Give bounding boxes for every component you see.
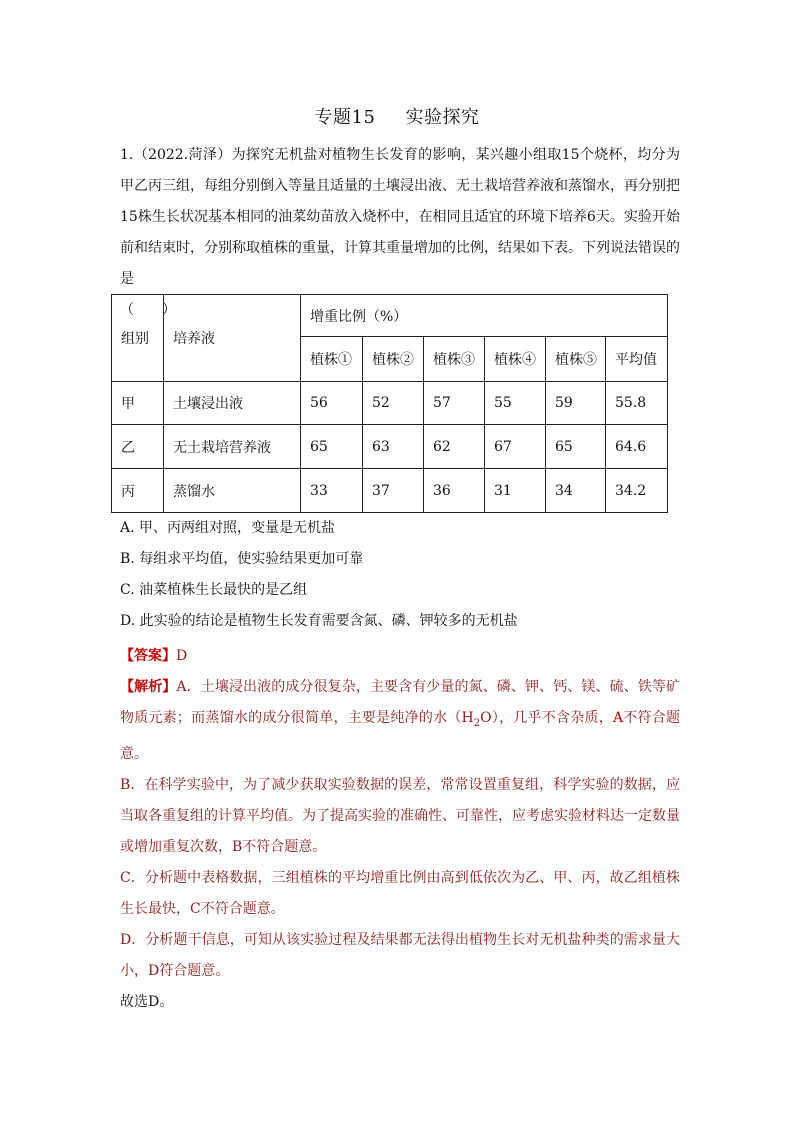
subscript-2: 2 (473, 717, 481, 729)
table-cell: 34 (546, 469, 606, 513)
header-average: 平均值 (606, 337, 668, 382)
answer-value: D (176, 648, 188, 664)
table-cell: 37 (363, 469, 424, 513)
question-source: （2022.菏泽） (133, 147, 232, 163)
analysis-a-letter: A (612, 710, 624, 726)
answer-section (120, 641, 680, 1018)
option-a: A. 甲、丙两组对照，变量是无机盐 (120, 520, 336, 536)
table-cell: 56 (301, 382, 363, 425)
option-d: D. 此实验的结论是植物生长发育需要含氮、磷、钾较多的无机盐 (120, 613, 518, 629)
answer-label: 【答案】 (120, 648, 176, 664)
analysis-a (120, 672, 680, 770)
topic-name: 实验探究 (405, 107, 480, 128)
table-cell: 34.2 (606, 469, 668, 513)
table-cell: 67 (485, 425, 546, 469)
table-cell: 65 (301, 425, 363, 469)
page-title (0, 103, 794, 129)
table-cell: 55.8 (606, 382, 668, 425)
table-row (112, 469, 668, 513)
answer-blank: （ ） (120, 302, 176, 318)
question-number: 1. (120, 147, 134, 163)
header-plant-4: 植株④ (485, 337, 546, 382)
row-solution: 土壤浸出液 (164, 382, 301, 425)
row-group: 乙 (112, 425, 164, 469)
question-text: 为探究无机盐对植物生长发育的影响，某兴趣小组取15个烧杯，均分为甲乙丙三组，每组分别倒入等量且适量的土壤浸出液、无土栽培营养液和蒸馏水，再分别把15株生长状况基本相同的油菜幼苗放入烧杯中，在相同且适宜的环境下培养6天。实验开始前和结束时，分别称取植株的重量，计算其重量增加的比例，结果如下表。下列说法错误的是 (120, 147, 680, 287)
table-row (112, 425, 668, 469)
analysis-conclusion: 故选D。 (120, 993, 174, 1010)
analysis-b: B．在科学实验中，为了减少获取实验数据的误差，常常设置重复组，科学实验的数据，应当取各重复组的计算平均值。为了提高实验的准确性、可靠性，应考虑实验材料达一定数量或增加重复次数，B不符合题意。 (120, 776, 680, 855)
header-weight-ratio: 增重比例（%） (301, 295, 668, 337)
row-group: 丙 (112, 469, 164, 513)
row-solution: 无土栽培营养液 (164, 425, 301, 469)
analysis-label: 【解析】 (120, 679, 177, 695)
header-plant-1: 植株① (301, 337, 363, 382)
answer-line (120, 641, 680, 672)
header-group: 组别 (112, 295, 164, 382)
results-table (111, 294, 668, 513)
analysis-a-text-2: O），几乎不含杂质， (480, 710, 613, 726)
header-solution: 培养液 (164, 295, 301, 382)
table-row (112, 382, 668, 425)
table-cell: 62 (424, 425, 485, 469)
option-c: C. 油菜植株生长最快的是乙组 (120, 582, 308, 598)
header-plant-5: 植株⑤ (546, 337, 606, 382)
options-list (120, 513, 680, 637)
topic-number: 专题15 (314, 107, 376, 128)
table-cell: 64.6 (606, 425, 668, 469)
table-cell: 31 (485, 469, 546, 513)
header-plant-3: 植株③ (424, 337, 485, 382)
analysis-d: D．分析题干信息，可知从该实验过程及结果都无法得出植物生长对无机盐种类的需求量大小，D符合题意。 (120, 931, 680, 979)
table-cell: 59 (546, 382, 606, 425)
row-group: 甲 (112, 382, 164, 425)
table-cell: 55 (485, 382, 546, 425)
header-plant-2: 植株② (363, 337, 424, 382)
table-cell: 52 (363, 382, 424, 425)
option-b: B. 每组求平均值，使实验结果更加可靠 (120, 551, 364, 567)
analysis-c: C．分析题中表格数据，三组植株的平均增重比例由高到低依次为乙、甲、丙，故乙组植株生长最快，C不符合题意。 (120, 869, 680, 917)
table-cell: 36 (424, 469, 485, 513)
table-cell: 33 (301, 469, 363, 513)
analysis-a-end: 不符合题意。 (120, 710, 680, 762)
row-solution: 蒸馏水 (164, 469, 301, 513)
table-cell: 63 (363, 425, 424, 469)
table-cell: 57 (424, 382, 485, 425)
analysis-a-text: A．土壤浸出液的成分很复杂，主要含有少量的氮、磷、钾、钙、镁、硫、铁等矿物质元素；而蒸馏水的成分很简单，主要是纯净的水（H (120, 679, 681, 726)
table-cell: 65 (546, 425, 606, 469)
